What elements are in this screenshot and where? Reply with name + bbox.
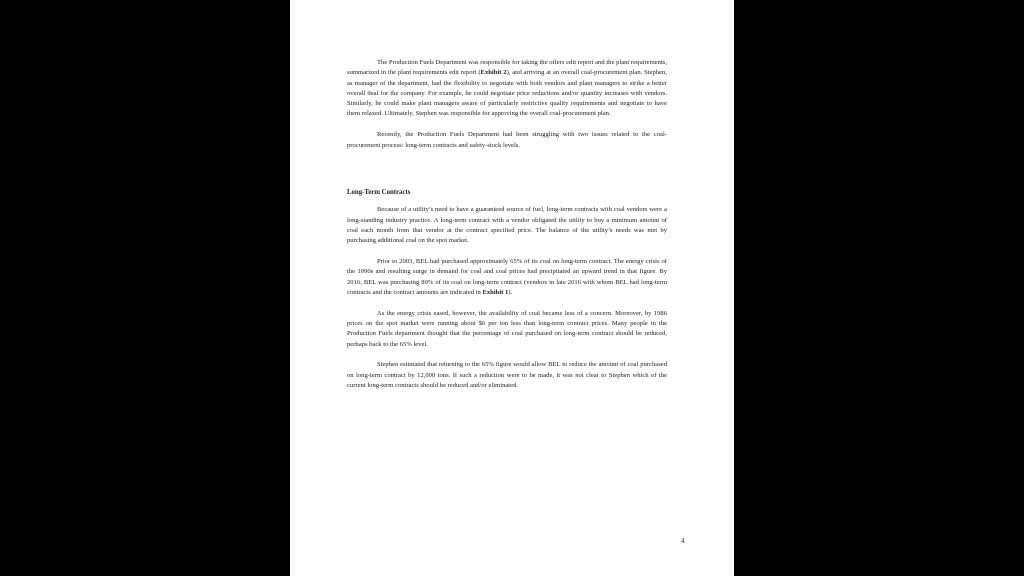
exhibit-2-reference: Exhibit 2 — [480, 69, 507, 77]
paragraph-procurement-plan — [347, 58, 667, 120]
paragraph-purchase-history — [347, 257, 667, 298]
paragraph-energy-crisis: As the energy crisis eased, however, the availability of coal became less of a concern. Moreover, by 1986 prices on the spot market were running about $6 per ton less than long-term contract prices. Many people in the Production Fuels department thought that the percentage of coal purchased on long-term contract should be reduced, perhaps back to the 65% level. — [347, 309, 667, 348]
paragraph-text: ). — [508, 288, 513, 296]
paragraph-text: ), and arriving at an overall coal-procurement plan. Stephen, as manager of the department, had the flexibility to negotiate with both vendors and plant managers to strike a better overall deal for the company. For example, he could negotiate price reductions and/or quantity increases with vendors. Similarly, he could make plant managers aware of particularly restrictive quality requirements and negotiate to have them relaxed. Ultimately, Stephen was responsible for approving the overall coal-procurement plan. — [347, 69, 667, 118]
section-heading-long-term-contracts: Long-Term Contracts — [347, 189, 411, 197]
paragraph-text: Prior to 2003, BEL had purchased approximately 65% of its coal on long-term contract. The energy crisis of the 1990s and resulting surge in demand for coal and coal prices had precipitated an upward trend in that figure. By 2016, BEL was purchasing 80% of its coal on long-term contract (vendors in late 2016 with whom BEL had long-term contracts and the contract amounts are indicated in — [347, 258, 667, 296]
document-page — [290, 0, 734, 576]
page-number: 4 — [681, 538, 685, 545]
page-content — [347, 58, 667, 402]
paragraph-recent-issues: Recently, the Production Fuels Department had been struggling with two issues related to the coal-procurement process: long-term contracts and safety-stock levels. — [347, 131, 667, 149]
spacer — [347, 161, 667, 167]
paragraph-contracts-practice: Because of a utility’s need to have a guaranteed source of fuel, long-term contracts with coal vendors were a long-standing industry practice. A long-term contract with a vendor obligated the utility to buy a minimum amount of coal each month from that vendor at the contract specified price. The balance of the utility’s needs was met by purchasing additional coal on the spot market. — [347, 206, 667, 245]
paragraph-stephen-estimate: Stephen estimated that returning to the 65% figure would allow BEL to reduce the amount of coal purchased on long-term contract by 12,000 tons. If such a reduction were to be made, it was not clear to Stephen which of the current long-term contracts should be reduced and/or eliminated. — [347, 361, 667, 390]
exhibit-1-reference: Exhibit 1 — [482, 288, 509, 296]
paragraph-text: The Production Fuels Department was responsible for taking the offers edit report and the plant requirements, summarized in the plant requirements edit report ( — [347, 59, 667, 77]
